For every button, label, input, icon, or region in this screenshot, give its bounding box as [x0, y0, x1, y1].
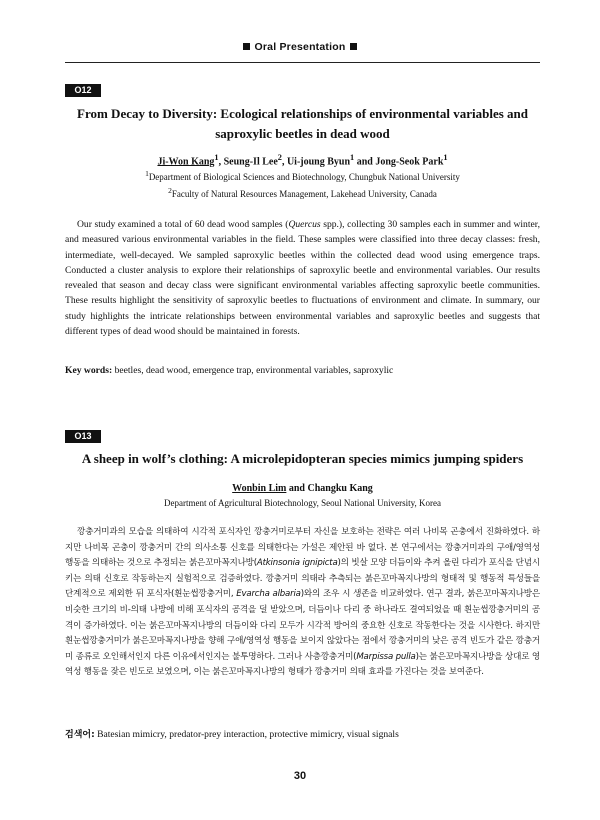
paper-title-line: A sheep in wolf’s clothing: A microlepidopteran species mimics jumping spiders	[81, 451, 524, 466]
author-sup: 1	[214, 153, 219, 162]
abstract-text: )와의 조우 시 생존을 비교하였다. 연구 결과, 붉은꼬마꼭지나방은 비슷한 크기의 비-의태 나방에 비해 포식자의 공격을 덜 받았으며, 더듬이나 다리 중 하나라도 결여되었을 때 흰눈썹깡충거미의 공격이 증가하였다. 이는 붉은꼬마꼭지나방의 더듬이와 다리 모두가 시각적 방어의 중요한 신호로 작동한다는 것을 시사한다. 하지만 흰눈썹깡충거미가 붉은꼬마꼭지나방을 향해 구애/영역성 행동을 보이지 않았다는 점에서 깡충거미의 낮은 공격 빈도가 같은 깡충거미 종류로 오인해서인지 다른 이유에서인지는 불투명하다. 그러나 사층깡충거미(	[65, 589, 540, 662]
paper-code-badge: O12	[65, 84, 101, 97]
author-name: Ji-Won Kang	[157, 156, 215, 168]
author-name: Wonbin Lim	[232, 483, 287, 494]
author-name: Seung-Il Lee	[223, 156, 278, 168]
keywords	[65, 365, 540, 376]
abstract-italic: Atkinsonia ignipicta	[256, 558, 338, 569]
affiliation-text: Department of Biological Sciences and Biotechnology, Chungbuk National University	[148, 172, 460, 182]
section-header	[0, 41, 600, 53]
author-separator: ,	[218, 156, 224, 168]
author-name: and Changku Kang	[286, 483, 373, 494]
abstract-italic: Quercus	[288, 219, 321, 230]
author-list	[65, 153, 540, 167]
paper-title-line: saproxylic beetles in dead wood	[215, 126, 390, 141]
affiliation	[65, 167, 540, 184]
author-name: Jong-Seok Park	[375, 156, 444, 168]
author-sup: 1	[443, 153, 448, 162]
author-separator: ,	[281, 156, 287, 168]
author-name: Ui-joung Byun	[286, 156, 351, 168]
author-list	[65, 483, 540, 494]
author-sup: 1	[350, 153, 355, 162]
abstract-text: spp.), collecting 30 samples each in summer and winter, and measured various environmental variables in the field. These samples were classified into three decay classes: fresh, intermediate, well-decayed. We sampled saproxylic beetles within the collected dead wood using emergence traps. Conducted a cluster analysis to explore their relationships of saproxylic beetle and environmental variables. Our results revealed that season and decay class were significant environmental variables affecting saproxylic beetle communities. These results highlight the sensitivity of saproxylic beetles to fluctuations of environment and climate. In summary, our study highlights the intricate relationships between environmental variables and saproxylic beetles and suggests that different types of dead wood should be maintained in forests.	[65, 219, 540, 338]
author-sup: 2	[277, 153, 282, 162]
affiliation-text: Faculty of Natural Resources Management, Lakehead University, Canada	[171, 189, 437, 199]
page-number: 30	[293, 770, 307, 782]
abstract	[65, 217, 540, 339]
abstract-italic: Evarcha albaria	[236, 589, 301, 600]
abstract-text: Our study examined a total of 60 dead wood samples (	[77, 219, 289, 230]
paper-code-badge: O13	[65, 430, 101, 443]
affiliation-sup: 1	[145, 169, 149, 178]
paper-title	[65, 449, 540, 469]
abstract-italic: Marpissa pulla	[356, 651, 416, 662]
keywords-label: 검색어:	[65, 730, 95, 740]
keywords-label: Key words:	[65, 365, 113, 376]
affiliation: Department of Agricultural Biotechnology, Seoul National University, Korea	[163, 498, 441, 508]
square-bullet-icon	[350, 43, 357, 50]
paper-title-line: From Decay to Diversity: Ecological relationships of environmental variables and	[77, 106, 528, 121]
affiliation-list	[65, 167, 540, 201]
abstract-text: )의 빗살 모양 더듬이와 추켜 올린 다리가 포식을 단념시키는 의태 신호로 작동하는지 실험적으로 검증하였다. 깡충거미 의태라 추측되는 붉은꼬마꼭지나방의 형태적 및 행동적 특성들을 단계적으로 제외한 뒤 포식자(흰눈썹깡충거미,	[65, 558, 540, 600]
header-rule	[65, 62, 540, 63]
paper-title	[65, 104, 540, 144]
affiliation	[65, 184, 540, 201]
keywords-text: Batesian mimicry, predator-prey interaction, protective mimicry, visual signals	[94, 729, 399, 740]
abstract	[65, 525, 540, 681]
abstract-text: 깡충거미과의 모습을 의태하여 시각적 포식자인 깡충거미로부터 자신을 보호하는 전략은 여러 나비목 곤충에서 진화하였다. 하지만 나비목 곤충이 깡충거미 간의 의사소통 신호를 의태한다는 가설은 제안된 바 없다. 본 연구에서는 깡충거미과의 구애/영역성 행동을 의태하는 것으로 추정되는 붉은꼬마꼭지나방(	[65, 527, 540, 569]
author-separator: and	[354, 156, 376, 168]
section-header-label: Oral Presentation	[254, 41, 346, 53]
keywords	[65, 727, 540, 740]
keywords-text: beetles, dead wood, emergence trap, environmental variables, saproxylic	[112, 365, 394, 376]
square-bullet-icon	[243, 43, 250, 50]
affiliation-sup: 2	[168, 186, 172, 195]
abstract-text: )는 붉은꼬마꼭지나방을 상대로 영역성 행동을 잦은 빈도로 보였으며, 이는 붉은꼬마꼭지나방의 형태가 깡충거미 의태 효과를 가진다는 것을 보여준다.	[65, 651, 541, 678]
